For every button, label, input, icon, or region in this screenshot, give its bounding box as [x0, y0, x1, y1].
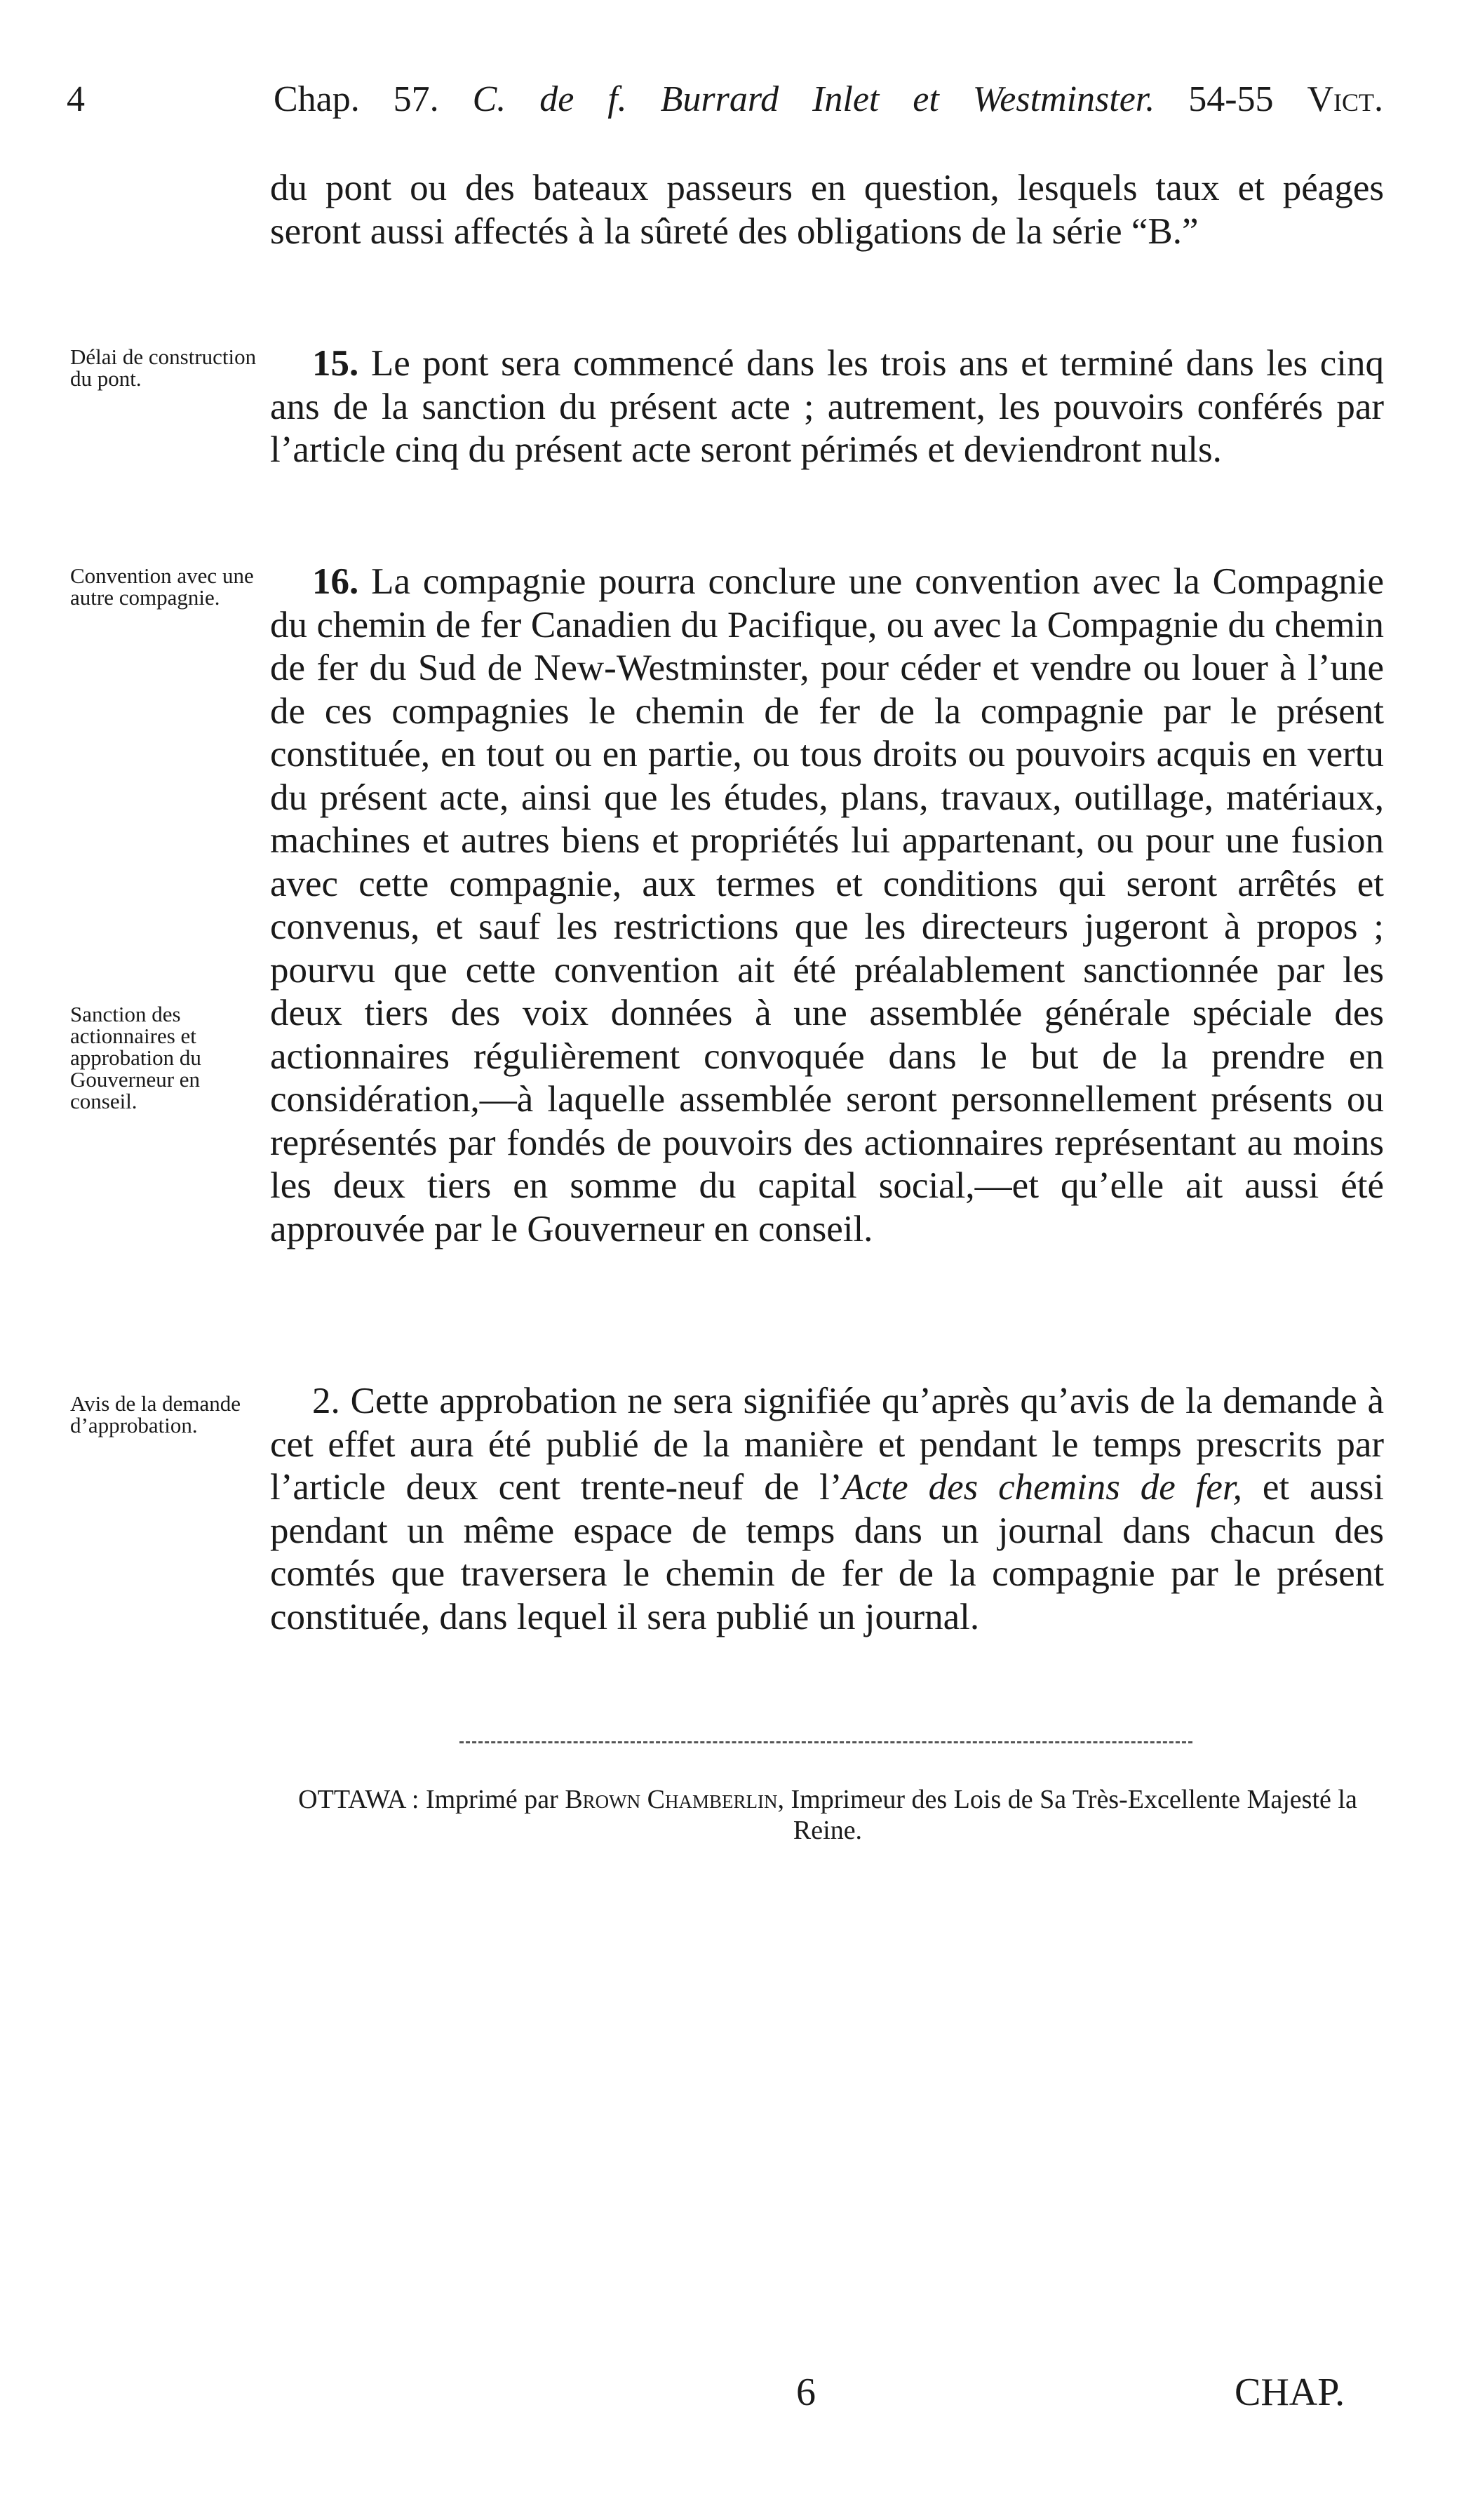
chapter-number: Chap. 57. [274, 79, 439, 119]
section-16 [270, 561, 1384, 1251]
subsection-2-act-reference: Acte des chemins de fer, [842, 1467, 1242, 1508]
section-divider [459, 1741, 1192, 1743]
imprint-lead: OTTAWA : Imprimé par [298, 1785, 558, 1814]
regnal-year: 54-55 [1188, 79, 1274, 119]
continuation-block [270, 167, 1384, 253]
section-15-text: Le pont sera commencé dans les trois ans et terminé dans les cinq ans de la sanction du présent acte ; autrement, les pouvoirs conférés par l’article cinq du présent acte seront périmés et deviendront nuls. [270, 343, 1384, 470]
regnal-vict: Vict. [1307, 79, 1384, 119]
imprint-printer-name: Brown Chamberlin [565, 1785, 778, 1814]
printer-imprint [281, 1784, 1375, 1846]
subsection-2 [270, 1380, 1384, 1639]
continuation-text: du pont ou des bateaux passeurs en question, lesquels taux et péages seront aussi affectés à la sûreté des obligations de la série “B.” [270, 168, 1384, 252]
section-16-text: La compagnie pourra conclure une convention avec la Compagnie du chemin de fer Canadien du Pacifique, ou avec la Compagnie du chemin de fer du Sud de New-Westminster, pour céder et vendre ou louer à l’une de ces compagnies le chemin de fer de la compagnie par le présent constituée, en tout ou en partie, ou tous droits ou pouvoirs acquis en vertu du présent acte, ainsi que les études, plans, travaux, outillage, matériaux, machines et autres biens et propriétés lui appartenant, ou pour une fusion avec cette compagnie, aux termes et conditions qui seront arrêtés et convenus, et sauf les restrictions que les directeurs jugeront à propos ; pourvu que cette convention ait été préalablement sanctionnée par les deux tiers des voix données à une assemblée générale spéciale des actionnaires régulièrement convoquée dans le but de la prendre en considération,—à laquelle assemblée seront personnellement présents ou représentés par fondés de pouvoirs des actionnaires représentant au moins les deux tiers en somme du capital social,—et qu’elle ait aussi été approuvée par le Gouverneur en conseil. [270, 561, 1384, 1249]
margin-note-section-16: Convention avec une autre compagnie. [70, 563, 254, 610]
section-15 [270, 342, 1384, 472]
subsection-2-number: 2. [312, 1381, 340, 1421]
subsection-2-text-before: Cette approbation ne sera signifiée qu’après qu’avis de la demande à cet effet aura été publié de la manière et pendant le temps prescrits par l’article deux cent trente-neuf de l’ [270, 1381, 1385, 1508]
section-15-number: 15. [312, 343, 359, 384]
running-header [274, 79, 1383, 120]
catchword: CHAP. [1235, 2371, 1345, 2414]
subsection-2-text-after: et aussi pendant un même espace de temps dans un journal dans chacun des comtés que traversera le chemin de fer de la compagnie par le présent constituée, dans lequel il sera publié un journal. [270, 1467, 1385, 1637]
page-number: 4 [67, 79, 85, 119]
act-title: C. de f. Burrard Inlet et Westminster. [472, 79, 1155, 119]
folio-number: 6 [796, 2371, 816, 2414]
imprint-trail: , Imprimeur des Lois de Sa Très-Excellente Majesté la Reine. [777, 1785, 1357, 1845]
margin-note-section-16-sanction: Sanction des actionnaires et approbation du Gouverneur en conseil. [70, 1002, 201, 1113]
section-16-number: 16. [312, 561, 359, 602]
margin-note-section-15: Délai de construction du pont. [70, 344, 257, 391]
margin-note-subsection-2: Avis de la demande d’approbation. [70, 1391, 241, 1437]
